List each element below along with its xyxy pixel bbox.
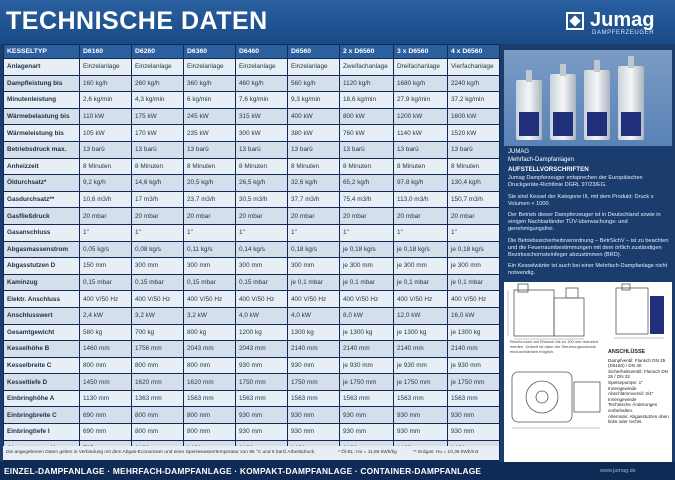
table-cell: je 0,18 kg/s xyxy=(340,241,394,258)
table-cell: 2240 kg/h xyxy=(448,75,500,92)
page-header xyxy=(0,0,675,44)
table-row xyxy=(4,241,500,258)
table-cell: 1520 kW xyxy=(448,125,500,142)
table-cell: je 0,1 mbar xyxy=(340,274,394,291)
row-label: Anschlusswert xyxy=(4,307,80,324)
table-cell: 400 V/50 Hz xyxy=(288,291,340,308)
table-cell: 1620 mm xyxy=(132,374,184,391)
table-cell: je 1750 mm xyxy=(394,374,448,391)
table-cell: 97,8 kg/h xyxy=(394,175,448,192)
table-cell: je 930 mm xyxy=(394,357,448,374)
table-cell: 20 mbar xyxy=(288,208,340,225)
table-row xyxy=(4,108,500,125)
rule-paragraph: Sie sind Kessel der Kategorie III, mit dem Produkt: Druck x Volumen < 1000. xyxy=(508,193,654,207)
table-row xyxy=(4,175,500,192)
table-cell: 3,2 kW xyxy=(132,307,184,324)
table-cell: je 1300 kg xyxy=(340,324,394,341)
table-footnote xyxy=(3,446,499,460)
table-cell: 10,6 m3/h xyxy=(80,191,132,208)
table-cell: 113,0 m3/h xyxy=(394,191,448,208)
row-label: Kaminzug xyxy=(4,274,80,291)
table-cell: 8 Minuten xyxy=(288,158,340,175)
table-cell: 2140 mm xyxy=(448,341,500,358)
table-cell: 400 V/50 Hz xyxy=(132,291,184,308)
table-cell: 27,9 kg/min xyxy=(394,92,448,109)
table-cell: 1" xyxy=(288,224,340,241)
table-row xyxy=(4,191,500,208)
table-cell: 37,7 m3/h xyxy=(288,191,340,208)
table-cell: 2140 mm xyxy=(394,341,448,358)
table-cell: 105 kW xyxy=(80,125,132,142)
table-cell: Einzelanlage xyxy=(236,59,288,76)
table-cell: 300 mm xyxy=(236,258,288,275)
table-cell: 1" xyxy=(80,224,132,241)
table-cell: 400 V/50 Hz xyxy=(184,291,236,308)
table-cell: 1680 kg/h xyxy=(394,75,448,92)
row-label: Anlagenart xyxy=(4,59,80,76)
table-row xyxy=(4,307,500,324)
row-label: Gesamtgewicht xyxy=(4,324,80,341)
table-cell: je 1300 kg xyxy=(448,324,500,341)
table-cell: 8 Minuten xyxy=(132,158,184,175)
table-cell: 800 kg xyxy=(184,324,236,341)
row-label: Einbringbreite C xyxy=(4,407,80,424)
footnote-gas: ** Erdgas: Hu = 10,36 kWh/m3 xyxy=(413,450,479,455)
table-row xyxy=(4,424,500,441)
table-cell: 690 mm xyxy=(80,424,132,441)
table-cell: 2043 mm xyxy=(184,341,236,358)
table-cell: 1460 mm xyxy=(80,341,132,358)
table-cell: 18,6 kg/min xyxy=(340,92,394,109)
table-cell: 3,2 kW xyxy=(184,307,236,324)
technical-data-table xyxy=(3,44,500,457)
table-cell: 760 kW xyxy=(340,125,394,142)
row-label: Wärmebelastung bis xyxy=(4,108,80,125)
table-row xyxy=(4,390,500,407)
table-cell: 400 V/50 Hz xyxy=(448,291,500,308)
table-cell: 400 V/50 Hz xyxy=(80,291,132,308)
table-cell: 2,6 kg/min xyxy=(80,92,132,109)
table-cell: 13 barü xyxy=(448,141,500,158)
table-cell: je 1750 mm xyxy=(340,374,394,391)
table-row xyxy=(4,141,500,158)
table-cell: 690 mm xyxy=(80,407,132,424)
table-cell: 170 kW xyxy=(132,125,184,142)
drawing-note: Rechts kann auf Wunsch bis zu 100 mm reduziert werden. Jedoch ist dann der Steuerungsschrank einzuschränken möglich. xyxy=(510,339,599,354)
table-cell: 0,15 mbar xyxy=(236,274,288,291)
table-row xyxy=(4,357,500,374)
table-cell: 1" xyxy=(340,224,394,241)
table-cell: 20 mbar xyxy=(132,208,184,225)
table-cell: je 0,1 mbar xyxy=(394,274,448,291)
technical-data-table-area xyxy=(3,44,499,462)
table-cell: je 0,18 kg/s xyxy=(394,241,448,258)
connections-title: ANSCHLÜSSE xyxy=(608,349,646,355)
rule-paragraph: Der Betrieb dieser Dampferzeuger ist in Deutschland sowie in einigen Nachbarländer TÜV-überwachungs- und genehmigungsfrei. xyxy=(508,212,661,233)
table-cell: 8 Minuten xyxy=(394,158,448,175)
table-cell: 1750 mm xyxy=(288,374,340,391)
row-label: Gasfließdruck xyxy=(4,208,80,225)
table-cell: 245 kW xyxy=(184,108,236,125)
table-cell: 300 mm xyxy=(288,258,340,275)
column-header: 2 x D6560 xyxy=(340,45,394,59)
table-cell: 4,3 kg/min xyxy=(132,92,184,109)
connection-line: Alternativ: Abgasstutzen oben links oder rechts xyxy=(608,413,669,425)
table-cell: 800 mm xyxy=(80,357,132,374)
table-cell: je 930 mm xyxy=(448,357,500,374)
column-header: D6260 xyxy=(132,45,184,59)
table-cell: 20 mbar xyxy=(236,208,288,225)
table-cell: 20 mbar xyxy=(184,208,236,225)
table-cell: 0,15 mbar xyxy=(132,274,184,291)
row-label: Minutenleistung xyxy=(4,92,80,109)
table-cell: 6 kg/min xyxy=(184,92,236,109)
table-cell: 1" xyxy=(448,224,500,241)
table-cell: 930 mm xyxy=(236,407,288,424)
row-label: Wärmeleistung bis xyxy=(4,125,80,142)
page-title: TECHNISCHE DATEN xyxy=(6,7,268,35)
table-cell: 700 kg xyxy=(132,324,184,341)
table-cell: 13 barü xyxy=(236,141,288,158)
table-cell: 8 Minuten xyxy=(80,158,132,175)
table-cell: 930 mm xyxy=(340,424,394,441)
table-cell: 800 mm xyxy=(132,407,184,424)
table-cell: 1563 mm xyxy=(288,390,340,407)
section-title: AUFSTELLVORSCHRIFTEN xyxy=(508,166,589,173)
column-header: D6460 xyxy=(236,45,288,59)
row-label: Gasanschluss xyxy=(4,224,80,241)
table-cell: 360 kg/h xyxy=(184,75,236,92)
table-row xyxy=(4,274,500,291)
logo-subtitle: DAMPFERZEUGER xyxy=(592,30,655,36)
table-cell: 150 mm xyxy=(80,258,132,275)
table-row xyxy=(4,92,500,109)
table-cell: 7,6 kg/min xyxy=(236,92,288,109)
table-cell: 37,2 kg/min xyxy=(448,92,500,109)
multi-boiler-photo xyxy=(504,50,672,146)
table-cell: 12,0 kW xyxy=(394,307,448,324)
table-cell: 1563 mm xyxy=(184,390,236,407)
table-cell: 2140 mm xyxy=(340,341,394,358)
footnote-main: Die angegebenen Daten gelten in Verbindung mit dem Abgas-Economiser und einer Speisewassertemperatur von 95 °C und 6 barÜ Arbeitsdruck. xyxy=(6,450,316,455)
table-cell: 800 mm xyxy=(184,424,236,441)
row-label: Betriebsdruck max. xyxy=(4,141,80,158)
table-cell: 16,0 kW xyxy=(448,307,500,324)
table-cell: 4,0 kW xyxy=(288,307,340,324)
row-label: Abgasstutzen D xyxy=(4,258,80,275)
table-cell: 0,15 mbar xyxy=(184,274,236,291)
table-cell: 800 mm xyxy=(132,424,184,441)
table-cell: 0,05 kg/s xyxy=(80,241,132,258)
table-row xyxy=(4,224,500,241)
table-cell: 800 kW xyxy=(340,108,394,125)
table-cell: 1620 mm xyxy=(184,374,236,391)
rule-paragraph: Ein Kesselwärter ist auch bei einer Mehrfach-Dampfanlage nicht notwendig. xyxy=(508,263,668,277)
table-cell: 26,5 kg/h xyxy=(236,175,288,192)
table-cell: 32,6 kg/h xyxy=(288,175,340,192)
table-cell: 0,08 kg/s xyxy=(132,241,184,258)
table-cell: 380 kW xyxy=(288,125,340,142)
table-row xyxy=(4,75,500,92)
column-header: D6160 xyxy=(80,45,132,59)
table-cell: je 300 mm xyxy=(394,258,448,275)
table-cell: 1363 mm xyxy=(132,390,184,407)
connections-list xyxy=(608,350,672,425)
column-header: KESSELTYP xyxy=(4,45,80,59)
table-row xyxy=(4,407,500,424)
boiler-unit xyxy=(550,74,576,140)
row-label: Öldurchsatz* xyxy=(4,175,80,192)
table-cell: 300 kW xyxy=(236,125,288,142)
table-cell: 14,6 kg/h xyxy=(132,175,184,192)
table-cell: Zweifachanlage xyxy=(340,59,394,76)
table-row xyxy=(4,341,500,358)
photo-caption xyxy=(508,148,574,164)
table-cell: 13 barü xyxy=(394,141,448,158)
table-cell: Einzelanlage xyxy=(80,59,132,76)
table-body xyxy=(4,59,500,457)
table-cell: 1750 mm xyxy=(236,374,288,391)
table-cell: 400 V/50 Hz xyxy=(394,291,448,308)
table-cell: 1140 kW xyxy=(394,125,448,142)
table-cell: 800 mm xyxy=(184,357,236,374)
connection-line: Dampfventil: Flansch DN 25 (D6160) / DN 40 xyxy=(608,357,666,369)
column-header: D6360 xyxy=(184,45,236,59)
table-cell: 8 Minuten xyxy=(448,158,500,175)
table-cell: 930 mm xyxy=(288,424,340,441)
table-cell: 20,5 kg/h xyxy=(184,175,236,192)
table-cell: 9,3 kg/min xyxy=(288,92,340,109)
table-cell: Einzelanlage xyxy=(132,59,184,76)
table-cell: je 300 mm xyxy=(340,258,394,275)
table-cell: 0,15 mbar xyxy=(80,274,132,291)
table-cell: 2043 mm xyxy=(236,341,288,358)
table-cell: je 0,1 mbar xyxy=(288,274,340,291)
table-cell: 8,0 kW xyxy=(340,307,394,324)
table-row xyxy=(4,158,500,175)
table-cell: 930 mm xyxy=(288,357,340,374)
table-row xyxy=(4,291,500,308)
table-cell: 20 mbar xyxy=(340,208,394,225)
table-cell: 800 mm xyxy=(132,357,184,374)
table-cell: 400 kW xyxy=(288,108,340,125)
row-label: Einbringtiefe I xyxy=(4,424,80,441)
table-cell: 1563 mm xyxy=(448,390,500,407)
bottom-bar xyxy=(0,462,675,480)
table-cell: 1200 kW xyxy=(394,108,448,125)
column-header: 4 x D6560 xyxy=(448,45,500,59)
table-cell: 20 mbar xyxy=(448,208,500,225)
connection-line: Abschlämmventil: 3/4" Innengewinde xyxy=(608,391,654,402)
table-cell: 235 kW xyxy=(184,125,236,142)
footnote-oil: * Öl-EL: Hu = 11,86 kWh/kg xyxy=(338,450,397,455)
table-cell: 110 kW xyxy=(80,108,132,125)
technical-drawing xyxy=(504,282,672,464)
table-cell: je 1300 kg xyxy=(394,324,448,341)
table-cell: 13 barü xyxy=(340,141,394,158)
table-cell: 930 mm xyxy=(448,407,500,424)
table-row xyxy=(4,374,500,391)
table-cell: 1563 mm xyxy=(340,390,394,407)
table-row xyxy=(4,258,500,275)
table-cell: 1200 kg xyxy=(236,324,288,341)
table-cell: 1756 mm xyxy=(132,341,184,358)
table-cell: 930 mm xyxy=(394,424,448,441)
boiler-unit xyxy=(618,66,644,140)
table-cell: Dreifachanlage xyxy=(394,59,448,76)
table-cell: 1" xyxy=(394,224,448,241)
table-cell: 1450 mm xyxy=(80,374,132,391)
table-cell: 1" xyxy=(132,224,184,241)
product-range-text: EINZEL-DAMPFANLAGE · MEHRFACH-DAMPFANLAGE · KOMPAKT-DAMPFANLAGE · CONTAINER-DAMPFANLAGE xyxy=(4,466,482,476)
table-cell: 2140 mm xyxy=(288,341,340,358)
row-label: Kesseltiefe D xyxy=(4,374,80,391)
table-cell: 1130 mm xyxy=(80,390,132,407)
table-cell: 1600 kW xyxy=(448,108,500,125)
table-cell: je 0,1 mbar xyxy=(448,274,500,291)
right-column xyxy=(500,44,675,462)
connection-line: Technische Änderungen vorbehalten. xyxy=(608,402,658,413)
table-cell: 0,18 kg/s xyxy=(288,241,340,258)
logo-word: Jumag xyxy=(590,9,655,31)
photo-caption-text: Mehrfach-Dampfanlagen xyxy=(508,157,575,163)
table-row xyxy=(4,125,500,142)
table-cell: 13 barü xyxy=(132,141,184,158)
row-label: Einbringhöhe A xyxy=(4,390,80,407)
table-cell: 560 kg/h xyxy=(288,75,340,92)
table-cell: 930 mm xyxy=(394,407,448,424)
table-cell: 260 kg/h xyxy=(132,75,184,92)
table-cell: 20 mbar xyxy=(394,208,448,225)
table-cell: 8 Minuten xyxy=(340,158,394,175)
table-cell: 130,4 kg/h xyxy=(448,175,500,192)
column-header: 3 x D6560 xyxy=(394,45,448,59)
table-cell: je 300 mm xyxy=(448,258,500,275)
table-cell: 23,7 m3/h xyxy=(184,191,236,208)
row-label: Gasdurchsatz** xyxy=(4,191,80,208)
table-cell: 0,14 kg/s xyxy=(236,241,288,258)
table-cell: 13 barü xyxy=(184,141,236,158)
table-cell: 13 barü xyxy=(80,141,132,158)
jumag-logo-icon xyxy=(566,12,584,30)
table-cell: 315 kW xyxy=(236,108,288,125)
table-header-row xyxy=(4,45,500,59)
rule-paragraph: Jumag Dampferzeuger entsprechen der Europäischen Druckgeräte-Richtlinie DGRL 97/23/EG. xyxy=(508,175,643,189)
table-cell: 930 mm xyxy=(288,407,340,424)
table-cell: 300 mm xyxy=(184,258,236,275)
row-label: Kesselhöhe B xyxy=(4,341,80,358)
table-cell: je 930 mm xyxy=(340,357,394,374)
table-cell: 20 mbar xyxy=(80,208,132,225)
table-cell: je 0,18 kg/s xyxy=(448,241,500,258)
table-cell: 65,2 kg/h xyxy=(340,175,394,192)
table-cell: Einzelanlage xyxy=(288,59,340,76)
row-label: Elektr. Anschluss xyxy=(4,291,80,308)
table-row xyxy=(4,324,500,341)
rule-paragraph: Die Betriebssicherheitsverordnung – BetrSichV – ist zu beachten und die Feuerraumbestimmungen mit dem örtlich zuständigen Bezirksschornsteinfeger abzustimmen (BRD). xyxy=(508,237,669,259)
website-url: www.jumag.de xyxy=(600,468,636,474)
row-label: Anheizzeit xyxy=(4,158,80,175)
table-cell: 1563 mm xyxy=(236,390,288,407)
table-cell: 160 kg/h xyxy=(80,75,132,92)
table-cell: Vierfachanlage xyxy=(448,59,500,76)
table-cell: 460 kg/h xyxy=(236,75,288,92)
table-cell: 1" xyxy=(236,224,288,241)
table-cell: 8 Minuten xyxy=(184,158,236,175)
table-cell: 4,0 kW xyxy=(236,307,288,324)
table-cell: 800 mm xyxy=(184,407,236,424)
table-cell: 400 V/50 Hz xyxy=(340,291,394,308)
row-label: Abgasmassenstrom xyxy=(4,241,80,258)
boiler-unit xyxy=(516,80,542,140)
boiler-unit xyxy=(584,70,610,140)
table-cell: 1563 mm xyxy=(394,390,448,407)
installation-rules xyxy=(508,166,670,282)
table-cell: 400 V/50 Hz xyxy=(236,291,288,308)
table-cell: 580 kg xyxy=(80,324,132,341)
table-cell: 1" xyxy=(184,224,236,241)
table-cell: 930 mm xyxy=(448,424,500,441)
table-cell: 30,5 m3/h xyxy=(236,191,288,208)
table-cell: 1120 kg/h xyxy=(340,75,394,92)
table-cell: Einzelanlage xyxy=(184,59,236,76)
table-cell: 930 mm xyxy=(236,357,288,374)
row-label: Dampfleistung bis xyxy=(4,75,80,92)
table-cell: 8 Minuten xyxy=(236,158,288,175)
connection-line: Sicherheitsventil: Flansch DN 25 / DN 32 xyxy=(608,368,668,380)
table-cell: 1300 kg xyxy=(288,324,340,341)
row-label: Kesselbreite C xyxy=(4,357,80,374)
column-header: D6560 xyxy=(288,45,340,59)
table-cell: 17 m3/h xyxy=(132,191,184,208)
table-cell: 300 mm xyxy=(132,258,184,275)
table-row xyxy=(4,208,500,225)
table-cell: 150,7 m3/h xyxy=(448,191,500,208)
table-cell: 13 barü xyxy=(288,141,340,158)
table-cell: 930 mm xyxy=(340,407,394,424)
table-row xyxy=(4,59,500,76)
table-cell: 9,2 kg/h xyxy=(80,175,132,192)
table-cell: 930 mm xyxy=(236,424,288,441)
photo-caption-brand: JUMAG xyxy=(508,149,529,155)
table-cell: 75,4 m3/h xyxy=(340,191,394,208)
table-cell: 175 kW xyxy=(132,108,184,125)
table-cell: 0,11 kg/s xyxy=(184,241,236,258)
jumag-logo xyxy=(566,10,666,38)
table-cell: je 1750 mm xyxy=(448,374,500,391)
connection-line: Speisepumpe: 1" Innengewinde xyxy=(608,379,643,391)
table-cell: 2,4 kW xyxy=(80,307,132,324)
